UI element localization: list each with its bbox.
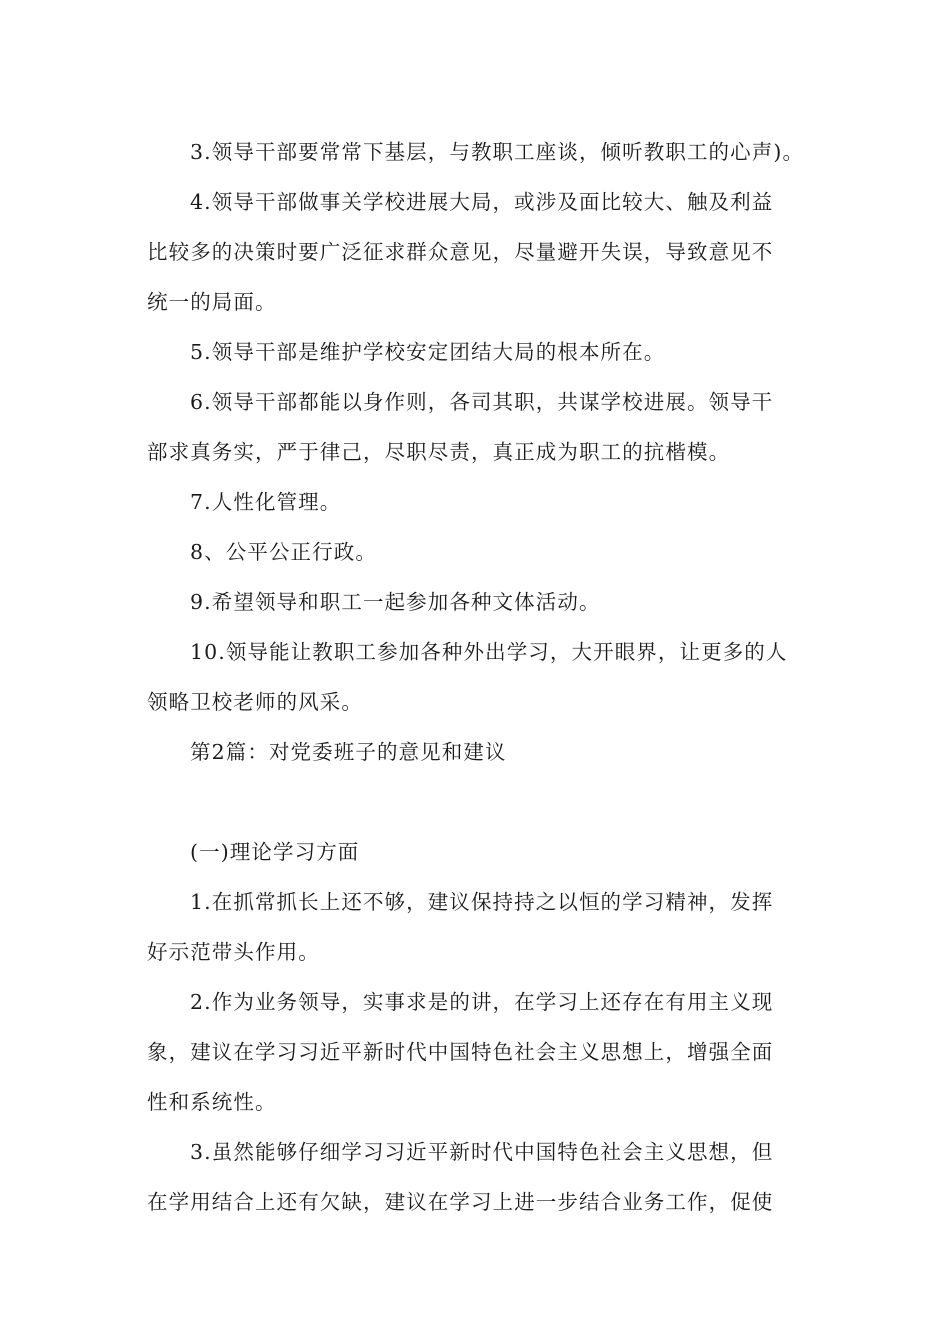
paragraph-item-5: 5.领导干部是维护学校安定团结大局的根本所在。	[190, 340, 666, 364]
paragraph-item-9: 9.希望领导和职工一起参加各种文体活动。	[190, 590, 601, 614]
paragraph-item-7: 7.人性化管理。	[190, 490, 342, 514]
subsection-item-1-line-1: 1.在抓常抓长上还不够，建议保持持之以恒的学习精神，发挥	[190, 890, 774, 914]
paragraph-item-10-line-1: 10.领导能让教职工参加各种外出学习，大开眼界，让更多的人	[190, 640, 788, 664]
paragraph-item-4-line-2: 比较多的决策时要广泛征求群众意见，尽量避开失误，导致意见不	[147, 240, 774, 264]
paragraph-item-8: 8、公平公正行政。	[190, 540, 377, 564]
subsection-item-2-line-2: 象，建议在学习习近平新时代中国特色社会主义思想上，增强全面	[147, 1040, 774, 1064]
subsection-item-2-line-3: 性和系统性。	[147, 1090, 277, 1114]
paragraph-item-10-line-2: 领略卫校老师的风采。	[147, 690, 363, 714]
paragraph-item-4-line-3: 统一的局面。	[147, 290, 277, 314]
subsection-item-3-line-2: 在学用结合上还有欠缺，建议在学习上进一步结合业务工作，促使	[147, 1190, 774, 1214]
subsection-item-1-line-2: 好示范带头作用。	[147, 940, 320, 964]
subsection-item-2-line-1: 2.作为业务领导，实事求是的讲，在学习上还存在有用主义现	[190, 990, 774, 1014]
paragraph-item-6-line-1: 6.领导干部都能以身作则，各司其职，共谋学校进展。领导干	[190, 390, 774, 414]
paragraph-item-3: 3.领导干部要常常下基层，与教职工座谈，倾听教职工的心声)。	[190, 140, 805, 164]
paragraph-item-4-line-1: 4.领导干部做事关学校进展大局，或涉及面比较大、触及利益	[190, 190, 774, 214]
subsection-item-3-line-1: 3.虽然能够仔细学习习近平新时代中国特色社会主义思想，但	[190, 1140, 774, 1164]
subsection-heading: (一)理论学习方面	[190, 840, 360, 864]
paragraph-item-6-line-2: 部求真务实，严于律己，尽职尽责，真正成为职工的抗楷模。	[147, 440, 731, 464]
section-heading: 第2篇：对党委班子的意见和建议	[190, 740, 507, 764]
